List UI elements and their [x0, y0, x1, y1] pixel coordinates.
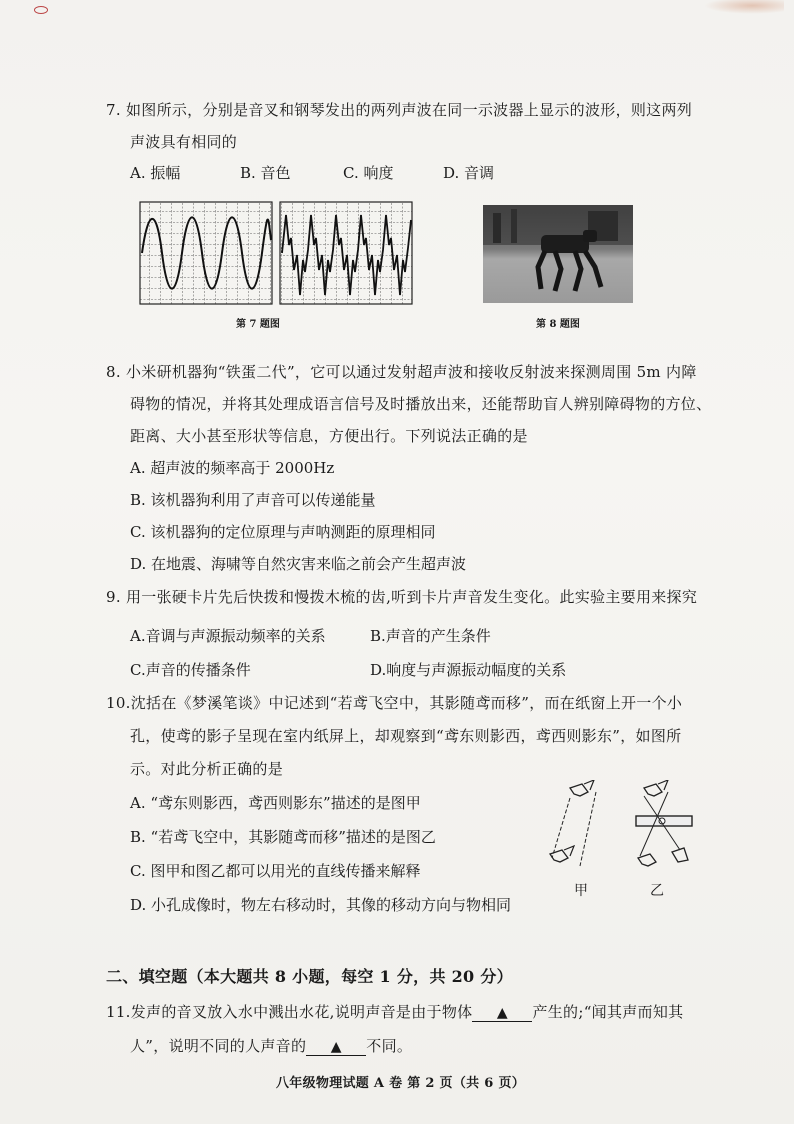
q8-stem-line1: 8. 小米研机器狗“铁蛋二代”，它可以通过发射超声波和接收反射波来探测周围 5m 内障 [106, 363, 697, 381]
q9-option-a: A.音调与声源振动频率的关系 [130, 627, 326, 645]
q8-stem-line2: 碍物的情况，并将其处理成语言信号及时播放出来，还能帮助盲人辨别障碍物的方位、 [130, 395, 712, 413]
q11-line1-b: 产生的;“闻其声而知其 [532, 1003, 684, 1021]
q7-stem-line2: 声波具有相同的 [130, 133, 238, 151]
q7-option-c: C. 响度 [343, 164, 394, 182]
section2-heading: 二、填空题（本大题共 8 小题，每空 1 分，共 20 分） [106, 967, 513, 986]
stain-mark [34, 6, 48, 14]
q11-blank-1[interactable]: ▲ [472, 1005, 532, 1022]
q11-blank-2[interactable]: ▲ [306, 1039, 366, 1056]
q7-waveform-figure [138, 200, 416, 306]
q10-stem-line1: 10.沈括在《梦溪笔谈》中记述到“若鸢飞空中，其影随鸢而移”，而在纸窗上开一个小 [106, 694, 683, 712]
q10-pinhole-figure [540, 780, 700, 880]
q8-option-a: A. 超声波的频率高于 2000Hz [130, 459, 335, 477]
figure-jia-shadow [550, 780, 596, 866]
figure-yi-pinhole [636, 780, 692, 866]
q10-option-b: B. “若鸢飞空中，其影随鸢而移”描述的是图乙 [130, 828, 436, 846]
q11-line1 [106, 1001, 683, 1022]
q10-option-d: D. 小孔成像时，物左右移动时，其像的移动方向与物相同 [130, 896, 512, 914]
q8-robot-dog-photo [483, 205, 633, 303]
q11-line2-a: 人”，说明不同的人声音的 [130, 1037, 307, 1055]
label-jia: 甲 [574, 883, 589, 899]
q8-option-c: C. 该机器狗的定位原理与声呐测距的原理相同 [130, 523, 436, 541]
q8-option-d: D. 在地震、海啸等自然灾害来临之前会产生超声波 [130, 555, 467, 573]
q8-stem-line3: 距离、大小甚至形状等信息，方便出行。下列说法正确的是 [130, 427, 528, 445]
q8-figure-caption: 第 8 题图 [536, 319, 580, 330]
q11-line2 [130, 1035, 412, 1056]
q9-option-b: B.声音的产生条件 [370, 627, 491, 645]
tuning-fork-scope [140, 202, 272, 304]
q7-stem-line1: 7. 如图所示，分别是音叉和钢琴发出的两列声波在同一示波器上显示的波形，则这两列 [106, 101, 693, 119]
q10-stem-line3: 示。对此分析正确的是 [130, 760, 284, 778]
stain-mark [704, 0, 784, 14]
q9-option-d: D.响度与声源振动幅度的关系 [370, 661, 567, 679]
q11-line1-a: 11.发声的音叉放入水中溅出水花,说明声音是由于物体 [106, 1003, 473, 1021]
q9-option-c: C.声音的传播条件 [130, 661, 251, 679]
q10-stem-line2: 孔，使鸢的影子呈现在室内纸屏上，却观察到“鸢东则影西，鸢西则影东”，如图所 [130, 727, 682, 745]
q9-stem-line1: 9. 用一张硬卡片先后快拨和慢拨木梳的齿,听到卡片声音发生变化。此实验主要用来探究 [106, 588, 698, 606]
q10-option-c: C. 图甲和图乙都可以用光的直线传播来解释 [130, 862, 421, 880]
q7-figure-caption: 第 7 题图 [236, 319, 280, 330]
q10-option-a: A. “鸢东则影西，鸢西则影东”描述的是图甲 [130, 794, 421, 812]
page-footer: 八年级物理试题 A 卷 第 2 页（共 6 页） [276, 1076, 526, 1091]
q7-option-a: A. 振幅 [130, 164, 181, 182]
q7-option-b: B. 音色 [240, 164, 291, 182]
q8-option-b: B. 该机器狗利用了声音可以传递能量 [130, 491, 376, 509]
q7-option-d: D. 音调 [443, 164, 495, 182]
q11-line2-b: 不同。 [366, 1037, 413, 1055]
label-yi: 乙 [650, 883, 665, 899]
piano-scope [280, 202, 412, 304]
